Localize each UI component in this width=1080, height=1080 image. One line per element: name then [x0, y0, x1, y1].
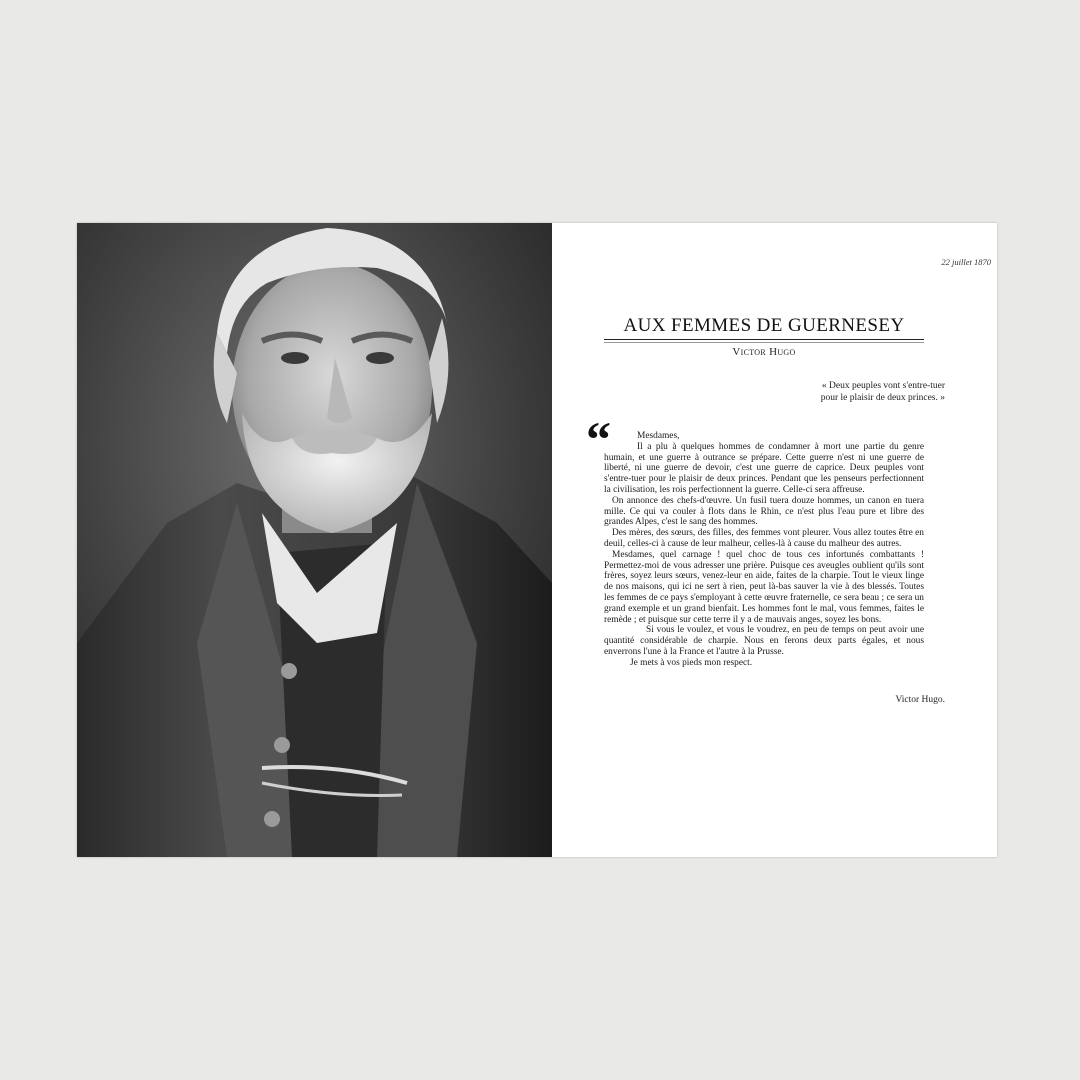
- epigraph-line-2: pour le plaisir de deux princes. »: [820, 393, 945, 403]
- open-quote-icon: “: [586, 411, 607, 467]
- book-spread: [77, 223, 997, 857]
- epigraph: [705, 380, 945, 404]
- letter-body: [604, 431, 924, 669]
- title-rule: [604, 339, 924, 340]
- title-rule-secondary: [604, 342, 924, 343]
- letter-closing: Je mets à vos pieds mon respect.: [630, 657, 753, 668]
- page-date: 22 juillet 1870: [941, 257, 991, 267]
- letter-paragraph-3: Des mères, des sœurs, des filles, des femmes vont pleurer. Vous allez toutes être en deuil, celles-ci à cause de leur malheur, celles-là à cause du malheur des autres.: [604, 528, 924, 549]
- letter-salutation: Mesdames,: [637, 431, 680, 441]
- portrait-photo: [77, 223, 552, 857]
- letter-paragraph-1: Il a plu à quelques hommes de condamner à mort une partie du genre humain, et une guerre à outrance se prépare. Cette guerre n'est ni une guerre de liberté, ni une guerre de devoir, c'est une guerre de caprice. Deux peuples vont s'entre-tuer pour le plaisir de deux princes. Pendant que les penseurs perfectionnent la civilisation, les rois perfectionnent la guerre. Celle-ci sera affreuse.: [604, 441, 924, 495]
- page-title: AUX FEMMES DE GUERNESEY: [623, 315, 905, 336]
- letter-paragraph-2: On annonce des chefs-d'œuvre. Un fusil tuera douze hommes, un canon en tuera mille. Ce qui va couler à flots dans le Rhin, ce n'est plus l'eau pure et libre des grandes Alpes, c'est le sang des hommes.: [604, 495, 924, 528]
- epigraph-line-1: « Deux peuples vont s'entre-tuer: [821, 381, 945, 391]
- letter-paragraph-5: Si vous le voulez, et vous le voudrez, en peu de temps on peut avoir une quantité considérable de charpie. Nous en ferons deux parts égales, et nous enverrons l'une à la France et l'autre à la Prusse.: [604, 625, 924, 657]
- text-page: [552, 223, 997, 857]
- letter-paragraph-4: Mesdames, quel carnage ! quel choc de tous ces infortunés combattants ! Permettez-moi de vous adresser une prière. Puisque ces aveugles oublient qu'ils sont frères, soyez leurs sœurs, venez-leur en aide, faites de la charpie. Tout le vieux linge de nos maisons, qui ici ne sert à rien, peut là-bas sauver la vie à des blessés. Toutes les femmes de ce pays s'employant à cette œuvre fraternelle, ce sera beau ; ce sera un grand exemple et un grand bienfait. Les hommes font le mal, vous femmes, faites le remède ; et puisque sur cette terre il y a de mauvais anges, soyez les bons.: [604, 549, 924, 625]
- author-name: Victor Hugo: [732, 346, 796, 358]
- signature: Victor Hugo.: [895, 695, 945, 705]
